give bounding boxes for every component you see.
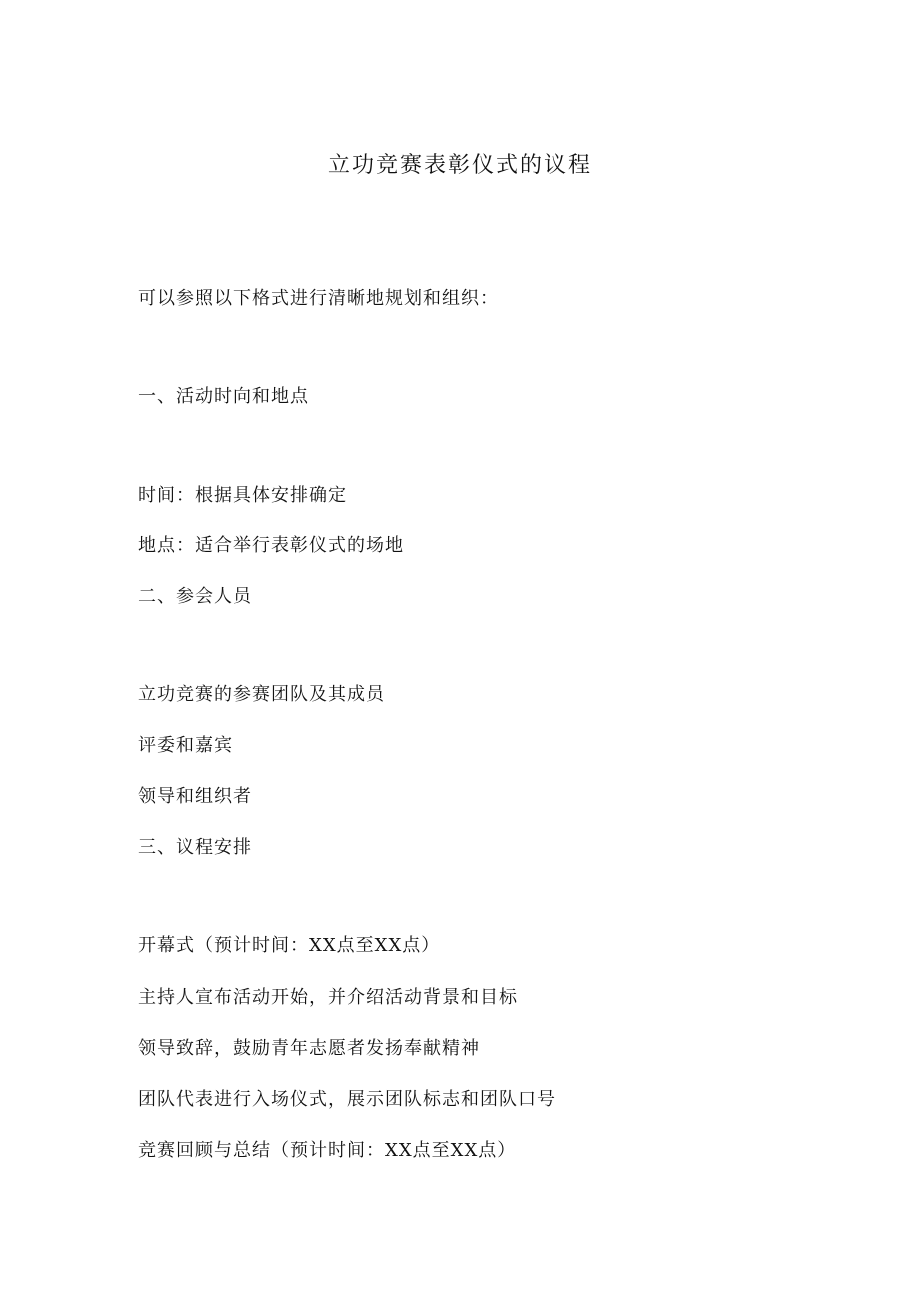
document-title: 立功竞赛表彰仪式的议程 — [327, 153, 592, 178]
agenda-item: 团队代表进行入场仪式，展示团队标志和团队口号 — [138, 1089, 556, 1110]
attendee-item: 领导和组织者 — [138, 786, 252, 807]
agenda-item: 主持人宣布活动开始，并介绍活动背景和目标 — [138, 987, 518, 1008]
place-item: 地点：适合举行表彰仪式的场地 — [138, 535, 404, 556]
section-heading-attendees: 二、参会人员 — [138, 586, 252, 607]
section-heading-time-place: 一、活动时向和地点 — [138, 386, 309, 407]
attendee-item: 立功竞赛的参赛团队及其成员 — [138, 684, 385, 705]
intro-text: 可以参照以下格式进行清晰地规划和组织： — [138, 288, 499, 309]
agenda-item: 竞赛回顾与总结（预计时间：XX点至XX点） — [138, 1140, 517, 1161]
agenda-item: 开幕式（预计时间：XX点至XX点） — [138, 935, 441, 956]
attendee-item: 评委和嘉宾 — [138, 735, 233, 756]
section-heading-agenda: 三、议程安排 — [138, 837, 252, 858]
time-item: 时间：根据具体安排确定 — [138, 485, 347, 506]
agenda-item: 领导致辞，鼓励青年志愿者发扬奉献精神 — [138, 1038, 480, 1059]
